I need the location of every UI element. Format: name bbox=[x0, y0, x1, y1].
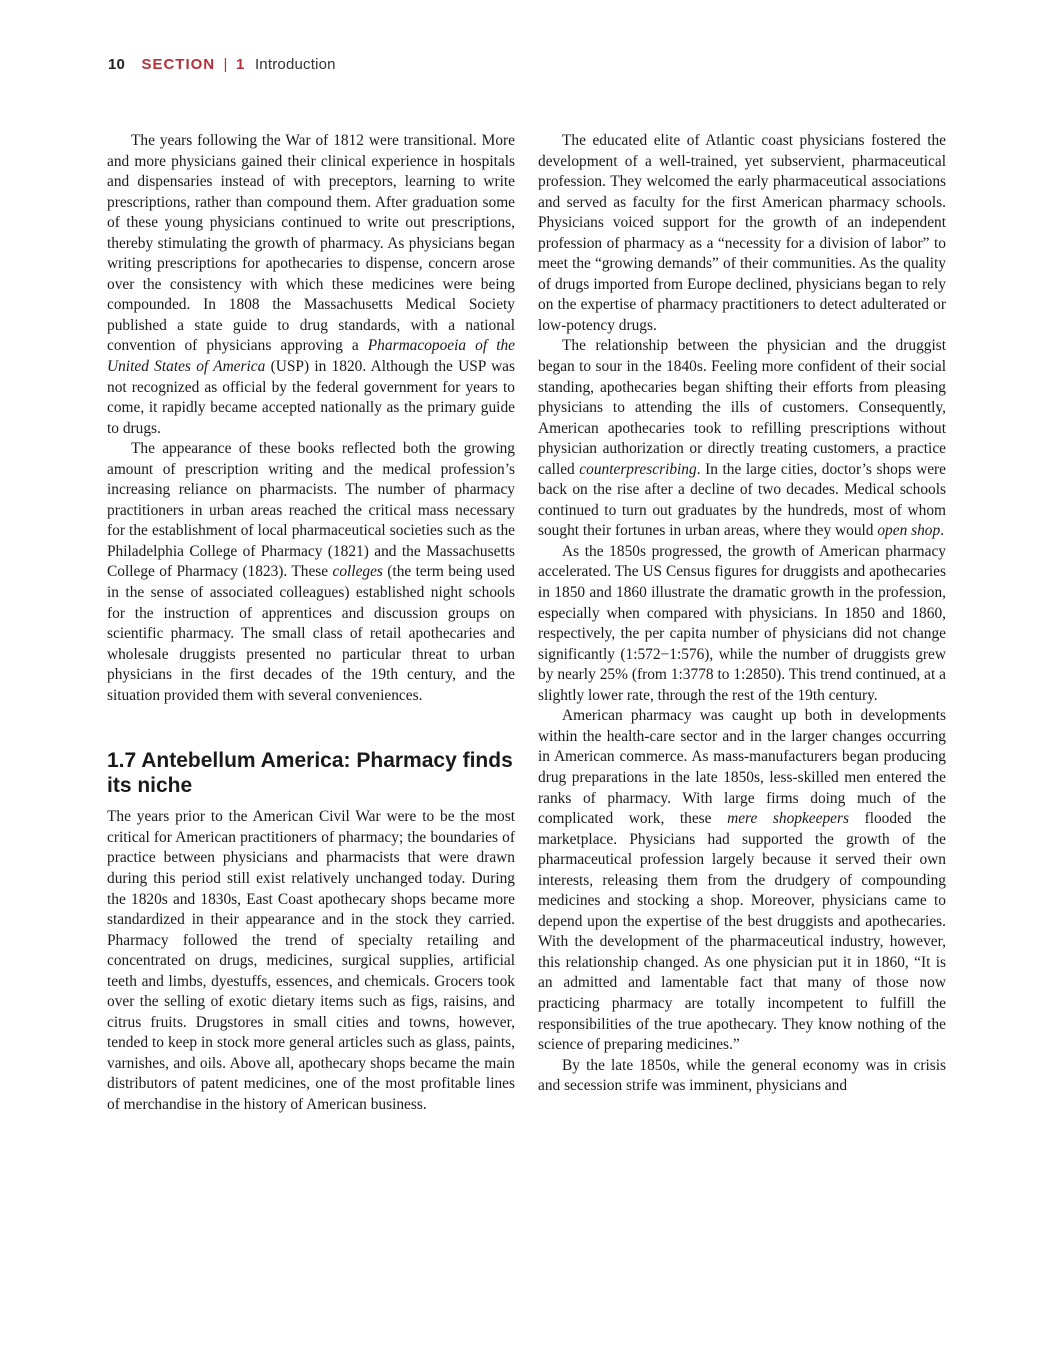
text-run: (the term being used in the sense of associated colleagues) established night schools for the instruction of apprentices and discussion groups on scientific pharmacy. The small class of retail apothecaries and wholesale druggists presented no particular threat to urban physicians in the first decades of the 19th century, and the situation provided them with several conveniences. bbox=[107, 563, 515, 704]
section-number: 1 bbox=[236, 56, 245, 73]
left-paragraph-2 bbox=[107, 439, 515, 706]
section-heading: 1.7 Antebellum America: Pharmacy finds its niche bbox=[107, 749, 513, 798]
italic-term-open-shop: open shop bbox=[877, 522, 941, 540]
right-column bbox=[538, 131, 946, 1097]
running-head bbox=[108, 56, 336, 73]
left-paragraph-1 bbox=[107, 131, 515, 439]
right-paragraph-4 bbox=[538, 706, 946, 1055]
right-paragraph-2 bbox=[538, 336, 946, 541]
text-run: American pharmacy was caught up both in developments within the health-care sector and in the larger changes occurring in American commerce. As mass-manufacturers began producing drug preparations in the late 1850s, less-skilled men entered the ranks of pharmacy. With large firms doing much of the complicated work, these bbox=[538, 707, 946, 828]
right-paragraph-5: By the late 1850s, while the general economy was in crisis and secession strife was imminent, physicians and bbox=[538, 1056, 946, 1095]
text-run: The relationship between the physician and the druggist began to sour in the 1840s. Feeling more confident of their social standing, apothecaries began shifting their efforts from pleasing physicians to attending the ills of customers. Consequently, American apothecaries took to refilling prescriptions without physician authorization or directly treating customers, a practice called bbox=[538, 337, 946, 478]
left-column bbox=[107, 131, 515, 1116]
text-run: . In the large cities, doctor’s shops were back on the rise after a decline of two decades. Medical schools continued to turn out graduates by the hundreds, most of whom sought their fortunes in urban areas, where they would bbox=[538, 460, 946, 540]
text-run: The appearance of these books reflected both the growing amount of prescription writing and the medical profession’s increasing reliance on pharmacists. The number of pharmacy practitioners in urban areas reached the critical mass necessary for the establishment of local pharmaceutical societies such as the Philadelphia College of Pharmacy (1821) and the Massachusetts College of Pharmacy (1823). These bbox=[107, 440, 515, 581]
page-number: 10 bbox=[108, 56, 126, 73]
italic-term-counterprescribing: counterprescribing bbox=[579, 460, 697, 478]
italic-term-mere-shopkeepers: mere shopkeepers bbox=[727, 810, 849, 828]
text-run: (USP) in 1820. Although the USP was not recognized as official by the federal government for years to come, it rapidly became accepted nationally as the primary guide to drugs. bbox=[107, 358, 515, 437]
chapter-title: Introduction bbox=[254, 56, 336, 73]
text-run: The years following the War of 1812 were transitional. More and more physicians gained their clinical experience in hospitals and dispensaries instead of with preceptors, learning to write prescriptions, rather than compound them. After graduation some of these young physicians continued to write out prescriptions, thereby stimulating the growth of pharmacy. As physicians began writing prescriptions for apothecaries to dispense, concern arose over the consistency with which these medicines were being compounded. In 1808 the Massachusetts Medical Society published a state guide to drug standards, with a national convention of physicians approving a bbox=[107, 132, 515, 355]
italic-term-colleges: colleges bbox=[332, 563, 383, 581]
text-run: flooded the marketplace. Physicians had supported the growth of the pharmaceutical profession largely because it served their own interests, releasing them from the drudgery of compounding medicines and stocking a shop. Moreover, physicians came to depend upon the expertise of the best druggists and apothecaries. With the development of the pharmaceutical industry, however, this relationship changed. As one physician put it in 1860, “It is an admitted and lamentable fact that many of those now practicing pharmacy are totally incompetent to fulfill the responsibilities of the true apothecary. They know nothing of the science of preparing medicines.” bbox=[538, 810, 946, 1054]
italic-title-usp: Pharmacopoeia of the United States of America bbox=[107, 337, 516, 376]
right-paragraph-1: The educated elite of Atlantic coast physicians fostered the development of a well-trained, yet subservient, pharmaceutical profession. They welcomed the early pharmaceutical associations and served as faculty for the first American pharmacy schools. Physicians voiced support for the growth of an independent profession of pharmacy as a “necessity for a division of labor” to meet the “growing demands” of their communities. As the quality of drugs imported from Europe declined, physicians began to rely on the expertise of pharmacy practitioners to detect adulterated or low-potency drugs. bbox=[538, 132, 946, 334]
right-paragraph-3: As the 1850s progressed, the growth of American pharmacy accelerated. The US Census figures for druggists and apothecaries in 1850 and 1860 illustrate the dramatic growth in the profession, especially when compared with physicians. In 1850 and 1860, respectively, the per capita number of physicians did not change significantly (1:572−1:576), while the number of druggists grew by nearly 25% (from 1:3778 to 1:2850). This trend continued, at a slightly lower rate, through the rest of the 19th century. bbox=[538, 542, 946, 704]
section-label: SECTION bbox=[141, 56, 216, 73]
header-divider: | bbox=[223, 56, 228, 73]
text-run: . bbox=[940, 522, 945, 540]
left-paragraph-3: The years prior to the American Civil War were to be the most critical for American practitioners of pharmacy; the boundaries of practice between physicians and pharmacists that were drawn during this period still exist relatively unchanged today. During the 1820s and 1830s, East Coast apothecary shops became more standardized in their appearance and in the stock they carried. Pharmacy followed the trend of specialty retailing and concentrated on drugs, medicines, surgical supplies, artificial teeth and limbs, dyestuffs, essences, and chemicals. Grocers took over the selling of exotic dietary items such as figs, raisins, and citrus fruits. Drugstores in small cities and towns, however, tended to keep in stock more general articles such as glass, paints, varnishes, and oils. Above all, apothecary shops became the main distributors of patent medicines, one of the most profitable lines of merchandise in the history of American business. bbox=[107, 808, 515, 1113]
